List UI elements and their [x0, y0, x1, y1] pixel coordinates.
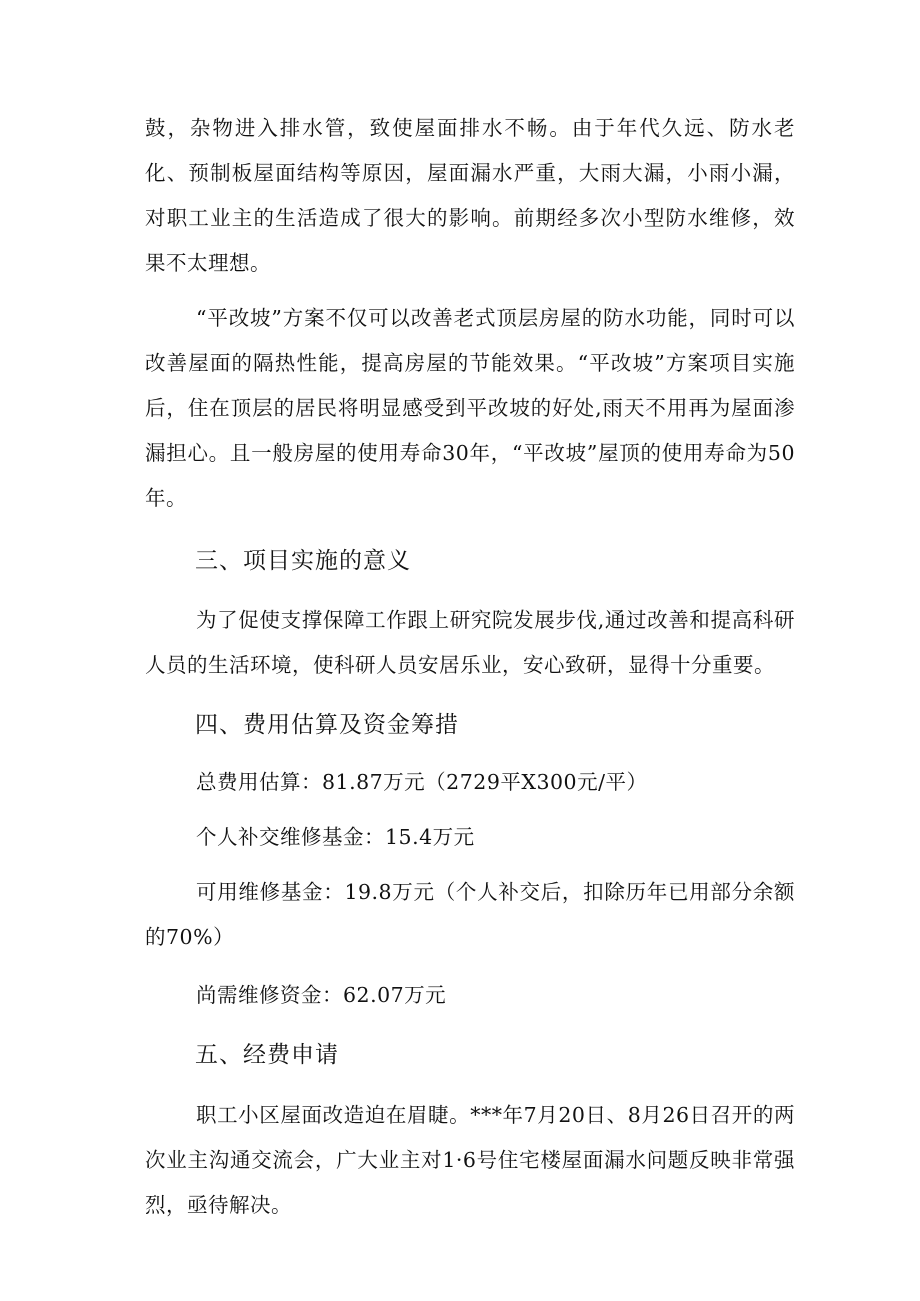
- paragraph-flat-to-slope-benefits: “平改坡”方案不仅可以改善老式顶层房屋的防水功能，同时可以改善屋面的隔热性能，提高房屋的节能效果。“平改坡”方案项目实施后，住在顶层的居民将明显感受到平改坡的好处,雨天不用再为屋面渗漏担心。且一般房屋的使用寿命30年，“平改坡”屋顶的使用寿命为50年。: [145, 306, 795, 510]
- section-heading-significance: 三、项目实施的意义: [195, 548, 411, 574]
- cost-personal-supplement: 个人补交维修基金：15.4万元: [196, 825, 475, 849]
- paragraph-significance: 为了促使支撑保障工作跟上研究院发展步伐,通过改善和提高科研人员的生活环境，使科研人员安居乐业，安心致研，显得十分重要。: [145, 608, 795, 677]
- section-heading-cost-estimate: 四、费用估算及资金筹措: [195, 712, 459, 738]
- cost-total-estimate: 总费用估算：81.87万元（2729平X300元/平）: [196, 770, 648, 794]
- paragraph-funding-request: 职工小区屋面改造迫在眉睫。***年7月20日、8月26日召开的两次业主沟通交流会，广大业主对1·6号住宅楼屋面漏水问题反映非常强烈，亟待解决。: [145, 1103, 795, 1217]
- cost-available-maintenance-fund: 可用维修基金：19.8万元（个人补交后，扣除历年已用部分余额的70%）: [145, 880, 795, 949]
- section-heading-funding-request: 五、经费申请: [195, 1042, 339, 1068]
- paragraph-roof-leak-background: 鼓，杂物进入排水管，致使屋面排水不畅。由于年代久远、防水老化、预制板屋面结构等原因，屋面漏水严重，大雨大漏，小雨小漏，对职工业主的生活造成了很大的影响。前期经多次小型防水维修，效果不太理想。: [145, 116, 795, 275]
- cost-remaining-required: 尚需维修资金：62.07万元: [196, 983, 447, 1007]
